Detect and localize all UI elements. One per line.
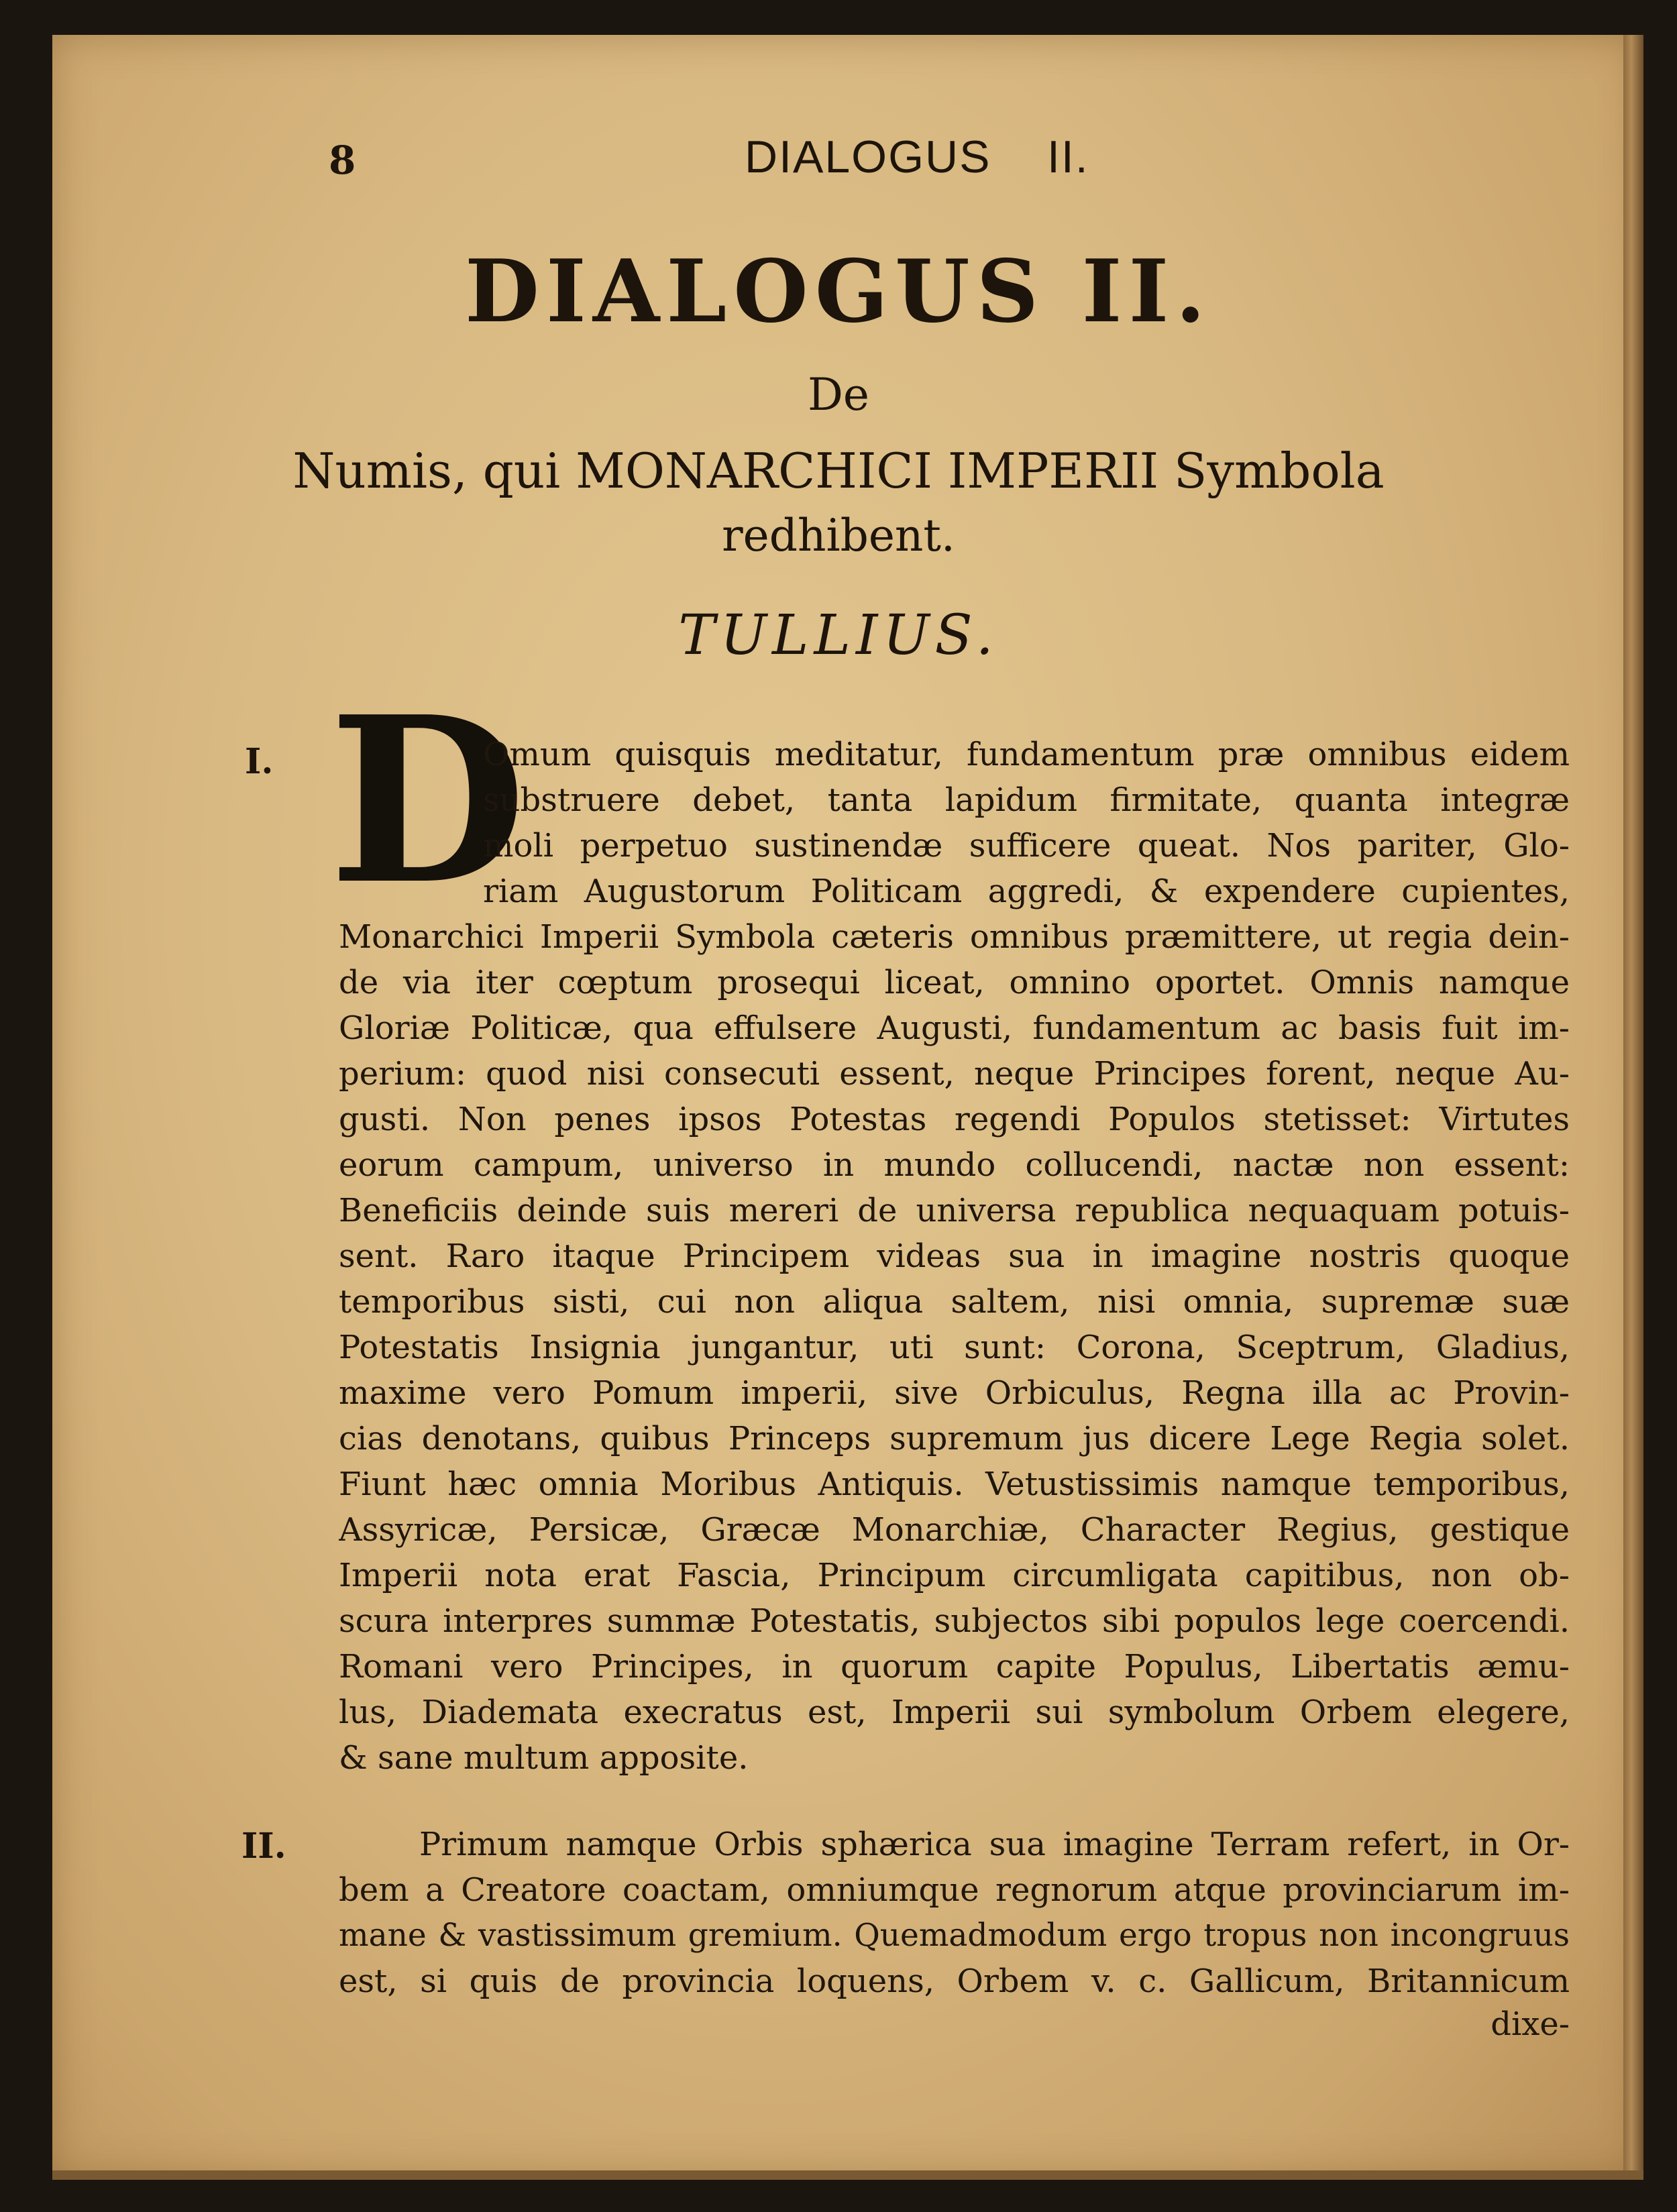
- text-line: temporibus sisti, cui non aliqua saltem, nisi omnia, supremæ suæ: [339, 1283, 1570, 1321]
- page-edge-right: [1623, 35, 1643, 2178]
- section-number-1: I.: [245, 741, 274, 782]
- text-line: lus, Diademata execratus est, Imperii sui symbolum Orbem elegere,: [339, 1694, 1570, 1731]
- running-head: [329, 131, 1214, 191]
- page-edge-bottom: [52, 2170, 1643, 2180]
- text-line: & sane multum apposite.: [339, 1739, 749, 1777]
- speaker-name: TULLIUS.: [678, 604, 999, 667]
- text-line: perium: quod nisi consecuti essent, neque Principes forent, neque Au-: [339, 1055, 1570, 1093]
- text-line: riam Augustorum Politicam aggredi, & expendere cupientes,: [483, 873, 1570, 910]
- subtitle-de: De: [808, 369, 869, 421]
- catchword: dixe-: [1491, 2005, 1570, 2043]
- text-line: Fiunt hæc omnia Moribus Antiquis. Vetustissimis namque temporibus,: [339, 1466, 1570, 1503]
- text-line: mane & vastissimum gremium. Quemadmodum ergo tropus non incongruus: [339, 1917, 1570, 1954]
- text-line: Omum quisquis meditatur, fundamentum præ omnibus eidem: [483, 736, 1570, 773]
- text-line: sent. Raro itaque Principem videas sua in imagine nostris quoque: [339, 1237, 1570, 1275]
- text-line: Monarchici Imperii Symbola cæteris omnibus præmittere, ut regia dein-: [339, 918, 1570, 956]
- text-line: substruere debet, tanta lapidum firmitate, quanta integræ: [483, 781, 1570, 819]
- text-line: Potestatis Insignia jungantur, uti sunt: Corona, Sceptrum, Gladius,: [339, 1329, 1570, 1366]
- subtitle-line-2: redhibent.: [722, 510, 955, 561]
- text-line: moli perpetuo sustinendæ sufficere queat. Nos pariter, Glo-: [483, 827, 1570, 865]
- text-line: maxime vero Pomum imperii, sive Orbiculus, Regna illa ac Provin-: [339, 1374, 1570, 1412]
- text-line: de via iter cœptum prosequi liceat, omnino oportet. Omnis namque: [339, 964, 1570, 1001]
- text-line: bem a Creatore coactam, omniumque regnorum atque provinciarum im-: [339, 1871, 1570, 1909]
- subtitle-line-1: Numis, qui MONARCHICI IMPERII Symbola: [292, 443, 1385, 499]
- drop-cap: D: [329, 667, 527, 935]
- running-title: DIALOGUS II.: [745, 131, 1089, 182]
- text-line: gusti. Non penes ipsos Potestas regendi Populos stetisset: Virtutes: [339, 1101, 1570, 1138]
- page-number: 8: [329, 137, 356, 183]
- text-line: eorum campum, universo in mundo collucendi, nactæ non essent:: [339, 1146, 1570, 1184]
- text-line: est, si quis de provincia loquens, Orbem v. c. Gallicum, Britannicum: [339, 1962, 1570, 2000]
- text-line: cias denotans, quibus Princeps supremum jus dicere Lege Regia solet.: [339, 1420, 1570, 1457]
- text-line: Assyricæ, Persicæ, Græcæ Monarchiæ, Character Regius, gestique: [339, 1511, 1570, 1549]
- text-line: scura interpres summæ Potestatis, subjectos sibi populos lege coercendi.: [339, 1602, 1570, 1640]
- section-number-2: II.: [241, 1826, 286, 1867]
- text-line: Gloriæ Politicæ, qua effulsere Augusti, fundamentum ac basis fuit im-: [339, 1009, 1570, 1047]
- chapter-title: DIALOGUS II.: [465, 241, 1212, 342]
- text-line: Beneficiis deinde suis mereri de universa republica nequaquam potuis-: [339, 1192, 1570, 1229]
- text-line: Imperii nota erat Fascia, Principum circumligata capitibus, non ob-: [339, 1557, 1570, 1594]
- text-line: Romani vero Principes, in quorum capite Populus, Libertatis æmu-: [339, 1648, 1570, 1685]
- text-line: Primum namque Orbis sphærica sua imagine Terram refert, in Or-: [419, 1826, 1570, 1863]
